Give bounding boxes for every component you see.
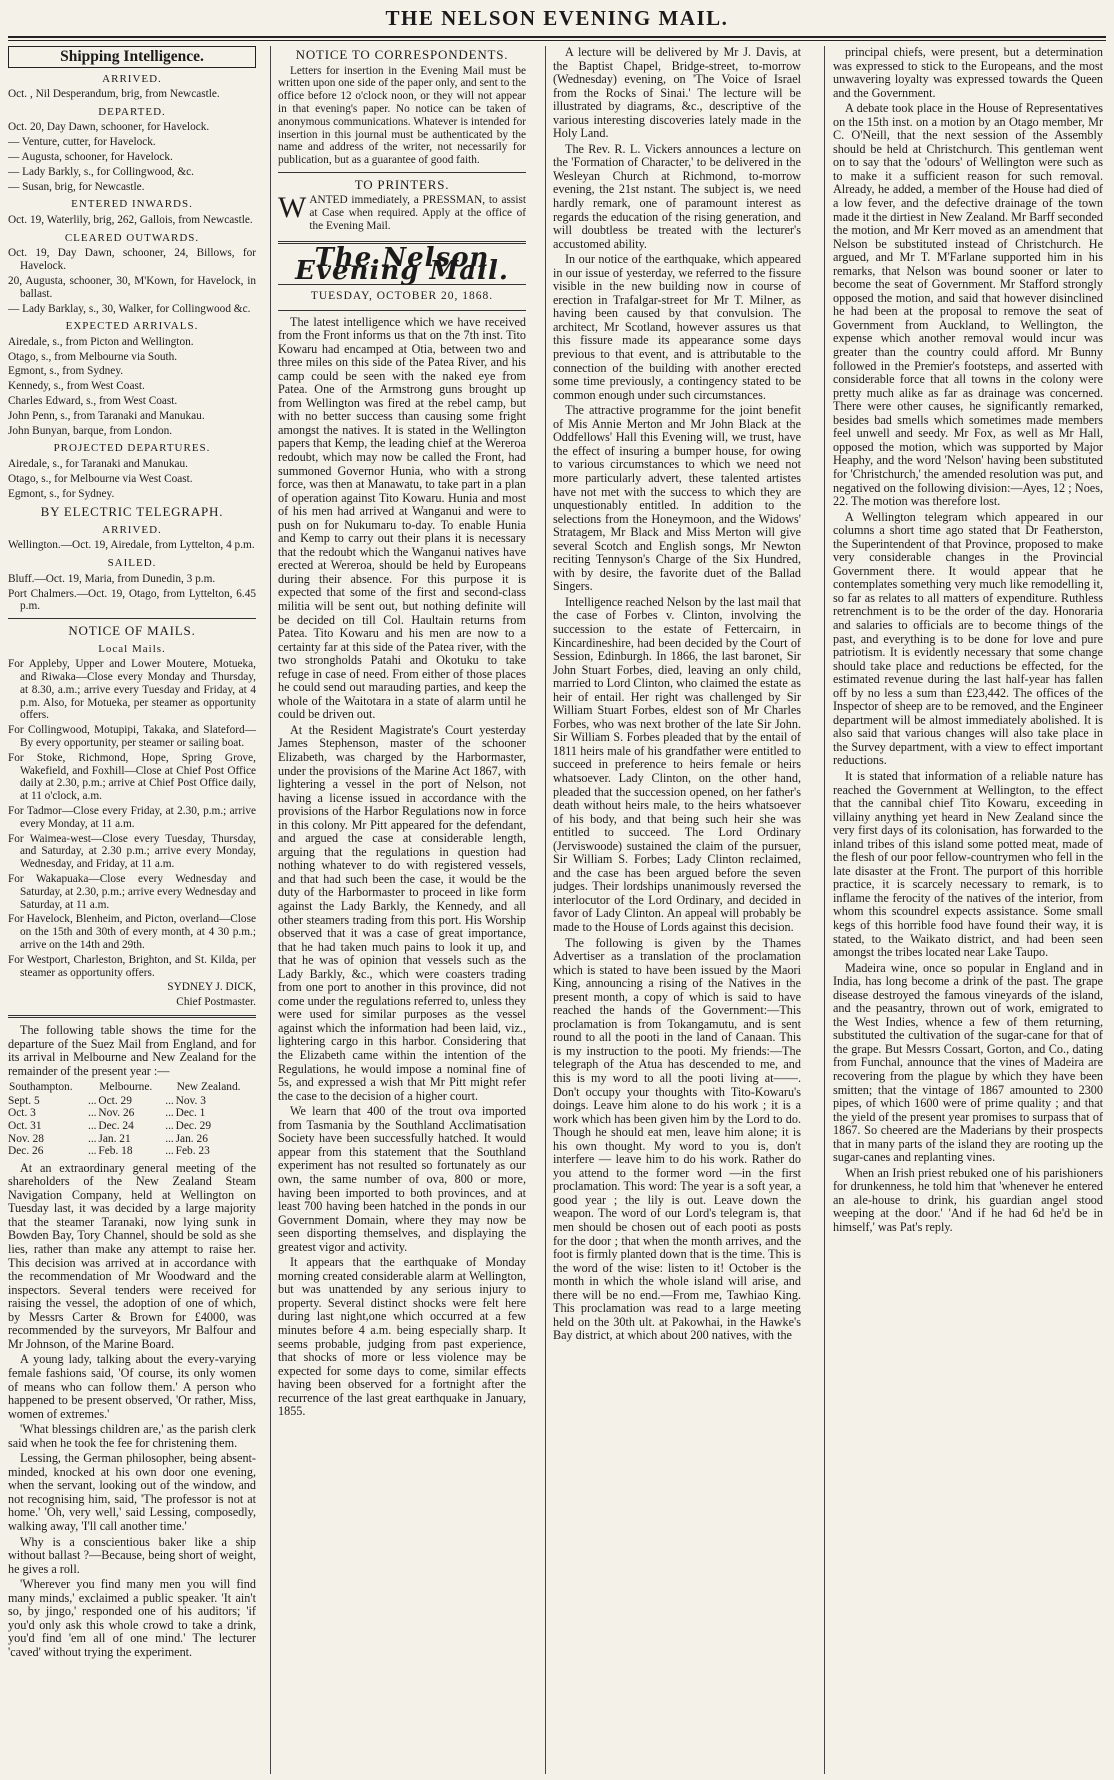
expected-line: Egmont, s., from Sydney. [8, 365, 124, 378]
mail-line: For Westport, Charleston, Brighton, and St. Kilda, per steamer as opportunity offers. [8, 953, 256, 979]
notice-heading: NOTICE TO CORRESPONDENTS. [295, 47, 509, 62]
suez-table-cell: ... [165, 1132, 174, 1145]
departed-list [8, 121, 256, 193]
tel-sailed-list [8, 573, 256, 613]
article-paragraph: When an Irish priest rebuked one of his parishioners for drunkenness, he told him that 'whenever he entered an ale-house to drink, his guardian angel stood weeping at the door.' 'And if he had 6d he'd be in himself,' was Pat's reply. [833, 1165, 1103, 1235]
expected-line: Otago, s., from Melbourne via South. [8, 350, 178, 363]
column-divider-2 [545, 46, 546, 1774]
article-paragraph: Madeira wine, once so popular in England and in India, has long become a drink of the past. The grape disease destroyed the famous vineyards of the island, and the peasantry, thrown out of work, emigrated to the West Indies, whence a few of them returning, substituted the cultivation of the sugar-cane for that of the grape. But Messrs Cossart, Gorton, and Co., dating from Funchal, announce that the vines of Madeira are recovering from the plague by which they have been smitten; that the vintage of 1867 amounted to 2300 pipes, of which 1600 were of prime quality ; and that the yield of the present year promises to surpass that of 1867. So cheered are the Maderians by their prospects that in many parts of the island they are rooting up the sugar-canes and replanting vines. [833, 960, 1103, 1165]
article-paragraph: A young lady, talking about the every-varying female fashions said, 'Of course, its only women of means who can follow them.' A person who happened to be present observed, 'Or rather, Miss, women of extremes.' [8, 1352, 256, 1421]
printers-initial: W [278, 191, 307, 225]
expected-line: John Penn, s., from Taranaki and Manukau. [8, 409, 205, 422]
expected-list [8, 336, 256, 438]
cleared-line: — Lady Barklay, s., 30, Walker, for Collingwood &c. [8, 302, 251, 315]
tel-sailed-line: Bluff.—Oct. 19, Maria, from Dunedin, 3 p.m. [8, 572, 216, 585]
mail-list [8, 658, 256, 979]
local-mails-heading: Local Mails. [98, 642, 166, 655]
article-paragraph: 'What blessings children are,' as the parish clerk said when he took the fee for christening them. [8, 1422, 256, 1450]
expected-line: John Bunyan, barque, from London. [8, 424, 173, 437]
departed-line: — Susan, brig, for Newcastle. [8, 180, 145, 193]
suez-header-cell [165, 1080, 175, 1095]
article-paragraph: A debate took place in the House of Representatives on the 15th inst. on a motion by an Otago member, Mr C. O'Neill, that the next session of the Assembly should be held at Christchurch. This gentleman went on to say that the 'odours' of Wellington were such as to make it a sufficient reason for such removal. Already, he added, a member of the House had died of a low fever, and the defective drainage of the town made it the dirtiest in New Zealand. Mr Barff seconded the motion, and Mr Kerr moved as an amendment that Nelson be substituted instead of Christchurch. He argued, and Mr T. M'Farlane supported him in his remarks, that Nelson was bound sooner or later to become the seat of Government. Mr Stafford strongly opposed the motion, and said that however disinclined he had been at the proposal to remove the seat of Government from Auckland, to Wellington, the expense which another removal would incur was greater than the country could afford. Mr Bunny followed in the Premier's footsteps, and asserted with considerable force that all towns in the colony were pretty much alike as far as drainage was concerned. There were other causes, he significantly remarked, besides bad smells which sometimes made members feel unwell and seedy. Mr Fox, as well as Mr Hall, opposed the motion, which was supported by Major Heaphy, and the word 'Nelson' having been substituted for 'Christchurch,' the amended resolution was put, and negatived on the following division:—Ayes, 12 ; Noes, 22. The motion was therefore lost. [833, 101, 1103, 509]
article-paragraph: Intelligence reached Nelson by the last mail that the case of Forbes v. Clinton, involving the succession to the estate of Fettercairn, in Kincardineshire, had been decided by the Court of Session, Edinburgh. In 1866, the last baronet, Sir John Stuart Forbes, died, leaving an only child, married to Lord Clinton, who claimed the estate as heir of entail. Her right was challenged by Sir William Stuart Forbes, eldest son of Mr Charles Forbes, who was next brother of the late Sir John. Sir William S. Forbes pleaded that by the entail of 1811 heirs male of his grandfather were entitled to succeed in preference to heirs female or heirs whatsoever. Lady Clinton, on the other hand, pleaded that the succession opened, on her father's death without heirs male, to the heirs whatsoever of his body, and that being such heir she was entitled to succeed. The Lord Ordinary (Jerviswoode) sustained the claim of the pursuer, Sir William S. Forbes; Lady Clinton reclaimed, and the case has been argued before the seven judges. Their lordships unanimously reversed the interlocutor of the Lord Ordinary, and decided in favor of Lady Clinton. An appeal will probably be made to the House of Lords against this decision. [553, 594, 801, 934]
mail-line: For Wakapuaka—Close every Wednesday and Saturday, at 2.30, p.m.; arrive every Wednesday and Saturday, at 11 a.m. [8, 873, 256, 911]
expected-heading: EXPECTED ARRIVALS. [65, 320, 199, 333]
printers-ad [278, 191, 526, 233]
tel-sailed-line: Port Chalmers.—Oct. 19, Otago, from Lyttelton, 6.45 p.m. [8, 587, 256, 613]
tel-arrived-heading: ARRIVED. [102, 523, 162, 536]
suez-table-cell: ... [165, 1107, 174, 1120]
mail-line: For Appleby, Upper and Lower Moutere, Motueka, and Riwaka—Close every Monday and Thursday, at 8.30, a.m.; arrive every Tuesday and Friday, at 4 p.m. Also, for Motueka, per steamer as opportunity offers. [8, 658, 256, 722]
column-divider-1 [270, 46, 271, 1774]
suez-table-row [8, 1133, 256, 1146]
article-paragraph: A lecture will be delivered by Mr J. Davis, at the Baptist Chapel, Bridge-street, to-morrow (Wednesday) evening, on 'The Voice of Israel from the Rocks of Sinai.' The lecture will be illustrated by diagrams, &c., descriptive of the various interesting discoveries lately made in the Holy Land. [553, 46, 801, 141]
arrived-line: Oct. , Nil Desperandum, brig, from Newcastle. [8, 88, 220, 101]
suez-table-cell: Nov. 3 [175, 1094, 206, 1107]
notice-text: Letters for insertion in the Evening Mail must be written upon one side of the paper only, and sent to the office before 12 o'clock noon, or they will not appear in that evening's paper. No notice can be taken of anonymous communications. Whatever is intended for insertion in this journal must be authenticated by the name and address of the writer, not necessarily for publication, but as a guarantee of good faith. [278, 64, 526, 167]
projected-line: Otago, s., for Melbourne via West Coast. [8, 472, 193, 485]
projected-heading: PROJECTED DEPARTURES. [53, 442, 211, 455]
suez-table-cell: ... [165, 1094, 174, 1107]
printers-heading: TO PRINTERS. [354, 176, 450, 192]
cleared-list [8, 247, 256, 315]
suez-table-cell: Dec. 26 [8, 1145, 44, 1158]
suez-table-cell: Feb. 23 [175, 1145, 210, 1158]
column-4 [833, 46, 1103, 1774]
article-paragraph: We learn that 400 of the trout ova imported from Tasmania by the Southland Acclimatisation Society have been successfully hatched. It would appear from this statement that the Southland experiment has not resulted so fortunately as our own, the same number of ova, 800 or more, having been imported to both provinces, and at least 700 having been hatched in the ponds in our Government Domain, where they may now be seen disporting themselves, and displaying the greatest vigor and activity. [278, 1104, 526, 1254]
suez-header-cell: Melbourne. [99, 1081, 153, 1094]
mail-line: For Havelock, Blenheim, and Picton, overland—Close on the 15th and 30th of every month, at 4 30 p.m.; arrive on the 14th and 29th. [8, 913, 256, 952]
article-paragraph: In our notice of the earthquake, which appeared in our issue of yesterday, we referred to the fissure visible in the new building now in course of erection in Trafalgar-street for Mr T. Milner, as having been caused by that convulsion. The architect, Mr Scotland, however assures us that this fissure made its appearance some days previous to that event, and is attributable to the connection of the building with another erected some time previously, a contingency stated to be common enough under such circumstances. [553, 252, 801, 402]
suez-header-cell: Southampton. [9, 1081, 73, 1094]
column-3 [553, 46, 801, 1774]
col2-paragraphs [278, 316, 526, 1419]
suez-intro: The following table shows the time for the departure of the Suez Mail from England, and for its arrival in Melbourne and New Zealand for the remainder of the present year :— [8, 1023, 256, 1078]
suez-table-cell: Dec. 1 [175, 1107, 206, 1120]
printers-text: ANTED immediately, a PRESSMAN, to assist at Case when required. Apply at the office of the Evening Mail. [309, 194, 526, 233]
suez-table-cell: ... [87, 1145, 97, 1158]
suez-table-row [8, 1107, 256, 1120]
section-rule-double [8, 1015, 256, 1018]
mails-signature-title: Chief Postmaster. [176, 996, 256, 1009]
departed-line: Oct. 20, Day Dawn, schooner, for Havelock. [8, 121, 210, 134]
date-line: TUESDAY, OCTOBER 20, 1868. [310, 289, 494, 302]
section-rule [8, 618, 256, 619]
article-paragraph: The attractive programme for the joint benefit of Mis Annie Merton and Mr John Black at the Oddfellows' Hall this Evening will, we trust, have the effect of insuring a bumper house, for owing to various circumstances to which we need not more particularly advert, these talented artistes have not met with the success to which they are unquestionably entitled. In addition to the selections from the Honeymoon, and the Widows' Stratagem, Mr Black and Miss Merton will give several Scotch and English songs, Mr Newton reciting Tennyson's Charge of the Six Hundred, with by desire, the favorite duet of the Ballad Singers. [553, 403, 801, 594]
projected-line: Egmont, s., for Sydney. [8, 487, 115, 500]
projected-list [8, 458, 256, 500]
article-paragraph: It appears that the earthquake of Monday morning created considerable alarm at Wellington, but was unattended by any serious injury to property. Several distinct shocks were felt here during last night,one which occurred at a few minutes before 4 a.m. being especially sharp. It seems probable, judging from past experience, that shocks of more or less violence may be expected for some days to come, similar effects having been observed for a fortnight after the recurrence of the last great earthquake in January, 1855. [278, 1255, 526, 1419]
article-paragraph: principal chiefs, were present, but a determination was expressed to stick to the Europeans, and the most unwavering loyalty was expressed towards the Queen and the Government. [833, 46, 1103, 100]
editorial-masthead: The Nelson Evening Mail. [295, 242, 509, 287]
telegraph-heading: BY ELECTRIC TELEGRAPH. [40, 504, 224, 520]
suez-table-cell: Sept. 5 [8, 1094, 40, 1107]
suez-table-row [8, 1120, 256, 1133]
article-paragraph: Why is a conscientious baker like a ship without ballast ?—Because, being short of weight, he gives a roll. [8, 1534, 256, 1576]
departed-line: — Lady Barkly, s., for Collingwood, &c. [8, 165, 194, 178]
expected-line: Kennedy, s., from West Coast. [8, 380, 145, 393]
suez-table-row [8, 1145, 256, 1158]
suez-table-cell: Jan. 21 [98, 1132, 131, 1145]
article-paragraph: The latest intelligence which we have received from the Front informs us that on the 7th inst. Tito Kowaru had encamped at Otia, between two and three miles on this side of the Patea River, and his camp could be seen with the naked eye from Patea. One of the Armstrong guns brought up from Wellington was fired at the rebel camp, but with no better success than causing some fright amongst the natives. It is stated in the Wellington papers that Kemp, the leading chief at the Wereroa redoubt, which may now be called the Front, had summoned Governor Hunia, who with a strong force, was then at Manawatu, to take part in a plan of operation against Tito Kowaru. Hunia and most of his men had arrived at Wanganui and were to push on for Nukumaru to-day. To enable Hunia and Kemp to carry out their plans it is necessary that the redoubt which the Wanganui natives have erected at Wereroa, should be held by Europeans during their absence. For this purpose it is expected that some of the first and second-class militia will be sent out, but nothing definite will be decided on till Col. Haultain returns from Patea. Tito Kowaru and his men are now to a certainty far at this side of the Patea river, with the two strongholds Patahi and Okotuku to take refuge in case of need. From either of those places he could send out marauding parties, and keep the whole of the Waitotara in a state of alarm until he could be driven out. [278, 314, 526, 722]
mail-line: For Waimea-west—Close every Tuesday, Thursday, and Saturday, at 2.30 p.m.; arrive every Monday, Wednesday, and Friday, at 11 a.m. [8, 832, 256, 871]
column-2 [278, 46, 526, 1774]
suez-table-cell: Oct. 29 [98, 1094, 132, 1107]
newspaper-masthead: THE NELSON EVENING MAIL. [385, 6, 729, 30]
suez-table-cell: Jan. 26 [175, 1132, 208, 1145]
article-paragraph: A Wellington telegram which appeared in our columns a short time ago stated that Dr Featherston, the Superintendent of that Province, proposed to make very considerable changes in the Provincial Government there. It would appear that he contemplates something very much like remodelling it, so far as relates to all matters of expenditure. Ruthless retrenchment is to be the order of the day. Honoraria and salaries to officials are to become things of the past, and everything is to be done for love and pure patriotism. It is evidently necessary that some change should take place and reductions be effected, for the estimated revenue during the last half-year has fallen off by no less a sum than £23,442. The offices of the Inspector of sheep are to be removed, and the Engineer department will be almost immediately abolished. It is also said that various changes will also take place in the Survey department, with a view to effect important reductions. [833, 509, 1103, 768]
col4-paragraphs [833, 46, 1103, 1235]
article-paragraph: 'Wherever you find many men you will find many minds,' exclaimed a public speaker. 'It ain't so, by jingo,' responded one of his auditors; 'if you'd only ask this whole crowd to take a drink, you'd find 'em all of one mind.' The lecturer 'caved' without trying the experiment. [8, 1577, 256, 1659]
col1-paragraphs [8, 1162, 256, 1660]
column-divider-3 [824, 46, 825, 1774]
suez-table-header [8, 1080, 256, 1095]
suez-header-cell [88, 1080, 98, 1095]
suez-header-cell: New Zealand. [176, 1081, 241, 1094]
entered-heading: ENTERED INWARDS. [71, 198, 193, 211]
mails-signature: SYDNEY J. DICK, [167, 981, 256, 994]
suez-table-cell: ... [87, 1132, 97, 1145]
masthead-rule [8, 36, 1106, 38]
cleared-heading: CLEARED OUTWARDS. [64, 231, 200, 244]
tel-arrived-line: Wellington.—Oct. 19, Airedale, from Lyttelton, 4 p.m. [8, 539, 255, 552]
article-paragraph: The following is given by the Thames Advertiser as a translation of the proclamation which is stated to have been issued by the Maori King, announcing a rising of the Natives in the present month, a copy of which is said to have reached the hands of the Government:—This proclamation is from Tokangamutu, and is sent round to all the pooti in the land of Canaan. This is my instruction to the pooti. My friends:—The telegraph of the Atua has descended to me, and this is my word to all the pooti living at——. Don't occupy your thoughts with Tito-Kowaru's doings. Leave him alone to do his work ; it is a work which has been given him by the Lord to do. Though he should eat men, leave him alone; it is his own thought. My word to you is, don't interfere — leave him to do his work. Rather do you attend to the former word —in the first proclamation. This word: The year is a soft year, a good year ; the lily is out. Leave down the weapon. The word of our Lord's telegram is, that men should be chosen out of each pooti as posts for the door ; that when the month arrives, and the foot is firmly planted down that is the time. This is the word of the wise: listen to it! October is the month in which the whole island will arise, and there will be no end.—From me, Tawhiao King. This proclamation was read to a large meeting held on the 30th ult. at Pakowhai, in the Hawke's Bay district, at which about 200 natives, with the [553, 935, 801, 1343]
masthead-rule-thin [8, 40, 1106, 41]
mails-heading: NOTICE OF MAILS. [68, 623, 196, 639]
arrived-heading: ARRIVED. [102, 72, 162, 85]
departed-heading: DEPARTED. [98, 105, 166, 118]
tel-arrived-list [8, 539, 256, 552]
mail-line: For Collingwood, Motupipi, Takaka, and Slateford—By every opportunity, per steamer or sailing boat. [8, 724, 256, 750]
suez-table-cell: Nov. 28 [8, 1132, 44, 1145]
cleared-line: 20, Augusta, schooner, 30, M'Kown, for Havelock, in ballast. [8, 274, 256, 300]
suez-table-cell: ... [165, 1145, 174, 1158]
departed-line: — Augusta, schooner, for Havelock. [8, 151, 173, 164]
suez-table-cell: Dec. 29 [175, 1119, 212, 1132]
suez-mail-table [8, 1080, 256, 1158]
cleared-line: Oct. 19, Day Dawn, schooner, 24, Billows, for Havelock. [8, 247, 256, 273]
section-rule [278, 172, 526, 173]
suez-table-cell: ... [165, 1119, 174, 1132]
tel-sailed-heading: SAILED. [107, 557, 157, 570]
article-paragraph: It is stated that information of a reliable nature has reached the Government at Wellington, to the effect that the cannibal chief Tito Kowaru, exceeding in villainy anything yet heard in New Zealand since the very first days of its colonisation, has forwarded to the inland tribes of this island some potted meat, made of the flesh of our poor fellow-countrymen who fell in the late disaster at the Front. The purport of this horrible practice, it is scarcely necessary to remark, is to inflame the ferocity of the natives of the interior, from whom this scoundrel expects assistance. Some small kegs of this horrible food have found their way, it is stated, to the Waikato district, and had been seen amongst the tribes located near Lake Taupo. [833, 768, 1103, 960]
section-rule [278, 310, 526, 311]
departed-line: — Venture, cutter, for Havelock. [8, 136, 156, 149]
column-1 [8, 46, 256, 1774]
suez-table-cell: Nov. 26 [98, 1107, 135, 1120]
article-paragraph: At an extraordinary general meeting of the shareholders of the New Zealand Steam Navigation Company, held at Wellington on Tuesday last, it was decided by a large majority that the steamer Taranaki, now lying sunk in Bowden Bay, Tory Channel, should be sold as she lies, rather than make any attempt to raise her. This decision was arrived at in accordance with the recommendation of Mr Woodward and the inspectors. Several tenders were received for raising the vessel, the adoption of one of which, by Messrs Carter & Brown for £4000, was recommended by the surveyors, Mr Balfour and Mr Johnson, of the Marine Board. [8, 1160, 256, 1351]
mail-line: For Stoke, Richmond, Hope, Spring Grove, Wakefield, and Foxhill—Close at Chief Post Office daily at 2.30, p.m.; arrive at Chief Post Office daily, at 11 o'clock, a.m. [8, 751, 256, 803]
expected-line: Charles Edward, s., from West Coast. [8, 395, 178, 408]
suez-table-cell: ... [87, 1119, 97, 1132]
article-paragraph: Lessing, the German philosopher, being absent-minded, knocked at his own door one evening, when the servant, looking out of the window, and not recognising him, said, 'The professor is not at home.' 'Oh, very well,' said Lessing, composedly, walking away, 'I'll call another time.' [8, 1451, 256, 1533]
projected-line: Airedale, s., for Taranaki and Manukau. [8, 457, 188, 470]
col3-paragraphs [553, 46, 801, 1343]
article-paragraph: The Rev. R. L. Vickers announces a lecture on the 'Formation of Character,' to be delivered in the Wesleyan Church at Richmond, to-morrow evening, the 21st nstant. The subject is, we need hardly remark, one of paramount interest as regards the education of the rising generation, and will doubtless be treated with the lecturer's accustomed ability. [553, 141, 801, 251]
suez-table-cell: Oct. 3 [8, 1107, 36, 1120]
article-paragraph: At the Resident Magistrate's Court yesterday James Stephenson, master of the schooner Elizabeth, was charged by the Harbormaster, under the provisions of the Marine Act 1867, with lightering a vessel in the port of Nelson, not having a license issued in accordance with the provisions of the Harbor Regulations now in force in this colony. Mr Pitt appeared for the defendant, and argued the case at considerable length, arguing that the regulations in question had nothing whatever to do with registered vessels, and that had such been the case, it would be the duty of the Harbormaster to proceed in like form against the Lady Barkly, the Kennedy, and all other steamers trading from this port. His Worship observed that it was a case of great importance, that he had taken much pains to look it up, and that he was of opinion that vessels such as the Lady Barkly, &c., which were coasters trading from one port to another in this province, did not come under the regulations referred to, unless they were used for similar purposes as the vessel against which the information had been laid, viz., lightering cargo in this harbor. Considering that the Elizabeth came within the intention of the Regulations, he would impose a nominal fine of 5s, and expressed a wish that Mr Pitt might refer the case to the decision of a higher court. [278, 722, 526, 1103]
shipping-heading: Shipping Intelligence. [8, 46, 256, 68]
suez-table-row [8, 1095, 256, 1108]
expected-line: Airedale, s., from Picton and Wellington. [8, 335, 194, 348]
entered-line: Oct. 19, Waterlily, brig, 262, Gallois, from Newcastle. [8, 213, 253, 226]
suez-table-cell: Dec. 24 [98, 1119, 134, 1132]
suez-table-cell: ... [87, 1094, 97, 1107]
suez-table-cell: Feb. 18 [98, 1145, 133, 1158]
suez-table-cell: ... [87, 1107, 97, 1120]
suez-table-cell: Oct. 31 [8, 1119, 42, 1132]
mail-line: For Tadmor—Close every Friday, at 2.30, p.m.; arrive every Monday, at 11 a.m. [8, 805, 256, 830]
entered-list [8, 214, 256, 227]
